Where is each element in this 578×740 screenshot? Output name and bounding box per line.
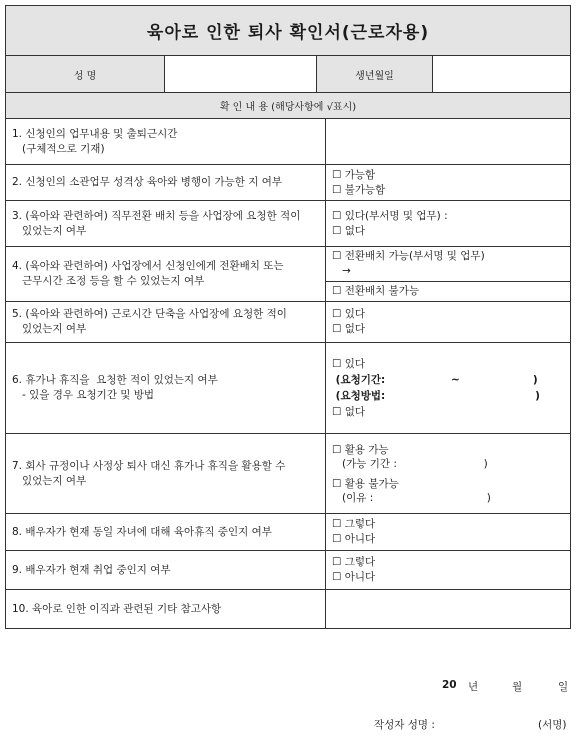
request-period-field[interactable]: (요청기간: ~ ) [332, 374, 538, 386]
question-text: 8. 배우자가 현재 동일 자녀에 대해 육아휴직 중인지 여부 [12, 525, 272, 538]
signature-label: (서명) [538, 719, 567, 731]
question-text: 7. 회사 규정이나 사정상 퇴사 대신 휴가나 휴직을 활용할 수 있었는지 여부 [12, 459, 286, 487]
answer-field[interactable] [325, 590, 570, 628]
checkbox-option[interactable]: ☐ 없다 [332, 224, 366, 237]
date-day-unit: 일 [558, 681, 569, 693]
question-text: 6. 휴가나 휴직을 요청한 적이 있었는지 여부 - 있을 경우 요청기간 및 방법 [12, 374, 218, 401]
question-text: 3. (육아와 관련하여) 직무전환 배치 등을 사업장에 요청한 적이 있었는지 여부 [12, 209, 301, 237]
section-title: 확 인 내 용 (해당사항에 √표시) [219, 102, 357, 113]
birth-label: 생년월일 [316, 56, 432, 92]
answer-options[interactable] [325, 165, 570, 200]
document-title: 육아로 인한 퇴사 확인서(근로자용) [5, 5, 571, 56]
answer-options[interactable] [325, 514, 570, 550]
question-row-7 [5, 434, 571, 514]
checkbox-option[interactable]: ☐ 불가능함 [332, 183, 386, 196]
question-row-4 [5, 247, 571, 302]
checkbox-option[interactable]: ☐ 있다(부서명 및 업무) : [332, 209, 448, 222]
checkbox-option[interactable]: ☐ 그렇다 [332, 518, 376, 530]
answer-options [325, 247, 570, 301]
question-text: 1. 신청인의 업무내용 및 출퇴근시간 (구체적으로 기재) [12, 127, 178, 155]
checkbox-option[interactable]: ☐ 활용 불가능 [332, 477, 399, 490]
question-row-10 [5, 590, 571, 629]
name-field[interactable] [164, 56, 316, 92]
question-row-6 [5, 343, 571, 434]
question-row-9 [5, 551, 571, 590]
reason-field[interactable]: (이유 : ) [332, 491, 491, 504]
available-period-field[interactable]: (가능 기간 : ) [332, 457, 488, 470]
checkbox-option[interactable]: ☐ 아니다 [332, 571, 376, 583]
question-row-8 [5, 514, 571, 551]
question-row-3 [5, 201, 571, 247]
question-row-2 [5, 165, 571, 201]
checkbox-option[interactable]: ☐ 활용 가능 [332, 443, 389, 456]
birth-field[interactable] [432, 56, 570, 92]
checkbox-option[interactable]: ☐ 없다 [332, 323, 366, 335]
answer-options[interactable] [325, 201, 570, 246]
applicant-info-row [5, 56, 571, 93]
question-text: 9. 배우자가 현재 취업 중인지 여부 [12, 563, 171, 576]
checkbox-option[interactable]: ☐ 그렇다 [332, 556, 376, 568]
question-text: 10. 육아로 인한 이직과 관련된 기타 참고사항 [12, 602, 222, 615]
answer-field[interactable] [325, 119, 570, 164]
question-text: 4. (육아와 관련하여) 사업장에서 신청인에게 전환배치 또는 근무시간 조정 등을 할 수 있었는지 여부 [12, 260, 284, 287]
question-text: 5. (육아와 관련하여) 근로시간 단축을 사업장에 요청한 적이 있었는지 여부 [12, 308, 287, 335]
writer-name-label: 작성자 성명 : [374, 719, 435, 731]
date-month-unit: 월 [512, 681, 523, 693]
checkbox-option[interactable]: ☐ 가능함 [332, 168, 376, 181]
answer-options[interactable] [325, 551, 570, 589]
answer-options[interactable] [325, 302, 570, 342]
transfer-impossible-option[interactable]: ☐ 전환배치 불가능 [332, 285, 420, 297]
question-text: 2. 신청인의 소관업무 성격상 육아와 병행이 가능한 지 여부 [12, 176, 283, 188]
date-year: 20 [442, 679, 457, 691]
question-row-1 [5, 119, 571, 165]
name-label: 성 명 [73, 70, 97, 82]
checkbox-option[interactable]: ☐ 있다 [332, 308, 366, 320]
checkbox-option[interactable]: ☐ 아니다 [332, 533, 376, 545]
section-header [5, 93, 571, 119]
date-year-unit: 년 [468, 681, 479, 693]
answer-options[interactable] [325, 343, 570, 433]
checkbox-option[interactable]: ☐ 없다 [332, 406, 366, 418]
question-row-5 [5, 302, 571, 343]
request-method-field[interactable]: (요청방법: ) [332, 390, 540, 402]
answer-options[interactable] [325, 434, 570, 513]
transfer-possible-option[interactable]: ☐ 전환배치 가능(부서명 및 업무) → [332, 250, 485, 277]
checkbox-option[interactable]: ☐ 있다 [332, 358, 366, 370]
